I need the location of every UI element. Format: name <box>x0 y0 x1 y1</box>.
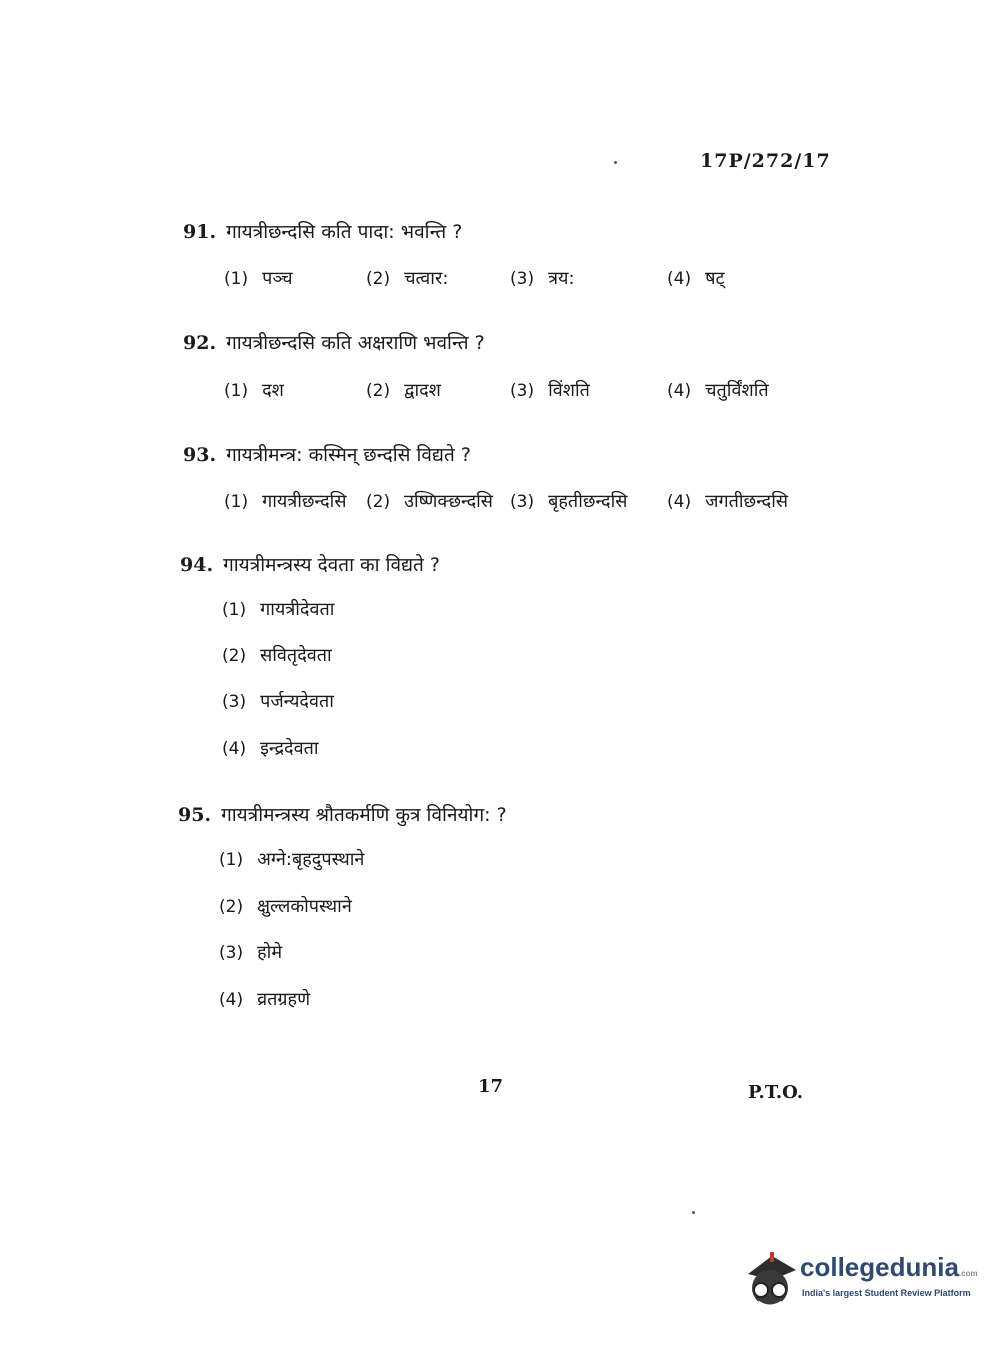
option-2: (2) क्षुल्लकोपस्थाने <box>219 896 352 917</box>
option-2: (2) चत्वार: <box>366 268 449 289</box>
option-3: (3) होमे <box>219 942 283 963</box>
page-number: 17 <box>478 1076 504 1097</box>
option-1: (1) पञ्च <box>224 268 293 289</box>
question-92 <box>183 329 485 355</box>
option-1: (1) दश <box>224 380 284 401</box>
option-1: (1) गायत्रीछन्दसि <box>224 491 347 512</box>
paper-code: 17P/272/17 <box>700 150 831 172</box>
question-number: 91. <box>183 221 217 243</box>
option-1: (1) अग्ने:बृहदुपस्थाने <box>219 849 365 870</box>
mascot-icon <box>742 1250 800 1314</box>
logo-wordmark: collegedunia.com <box>800 1252 978 1282</box>
option-4: (4) व्रतग्रहणे <box>219 989 311 1010</box>
question-text: गायत्रीमन्त्रस्य देवता का विद्यते ? <box>223 554 440 576</box>
option-3: (3) विंशति <box>510 380 590 401</box>
scan-speck <box>614 161 617 164</box>
option-2: (2) उष्णिक्छन्दसि <box>366 491 493 512</box>
question-95 <box>178 801 507 827</box>
question-text: गायत्रीमन्त्रस्य श्रौतकर्मणि कुत्र विनियोग: ? <box>221 804 507 826</box>
question-number: 92. <box>183 332 217 354</box>
question-text: गायत्रीमन्त्र: कस्मिन् छन्दसि विद्यते ? <box>226 444 471 466</box>
question-number: 94. <box>180 554 214 576</box>
collegedunia-logo <box>742 1250 978 1314</box>
pto-label: P.T.O. <box>748 1082 804 1103</box>
option-4: (4) षट् <box>667 268 725 289</box>
question-91 <box>183 218 462 244</box>
question-94 <box>180 551 440 577</box>
question-text: गायत्रीछन्दसि कति पादा: भवन्ति ? <box>226 221 463 243</box>
option-3: (3) बृहतीछन्दसि <box>510 491 628 512</box>
scan-speck <box>692 1211 695 1214</box>
question-93 <box>183 441 471 467</box>
question-number: 95. <box>178 804 212 826</box>
option-2: (2) सवितृदेवता <box>222 645 332 666</box>
option-3: (3) पर्जन्यदेवता <box>222 691 334 712</box>
option-4: (4) इन्द्रदेवता <box>222 738 319 759</box>
option-3: (3) त्रय: <box>510 268 575 289</box>
logo-tagline: India's largest Student Review Platform <box>802 1288 971 1298</box>
option-1: (1) गायत्रीदेवता <box>222 599 335 620</box>
option-4: (4) जगतीछन्दसि <box>667 491 789 512</box>
question-text: गायत्रीछन्दसि कति अक्षराणि भवन्ति ? <box>226 332 485 354</box>
option-2: (2) द्वादश <box>366 380 441 401</box>
question-number: 93. <box>183 444 217 466</box>
option-4: (4) चतुर्विंशति <box>667 380 769 401</box>
